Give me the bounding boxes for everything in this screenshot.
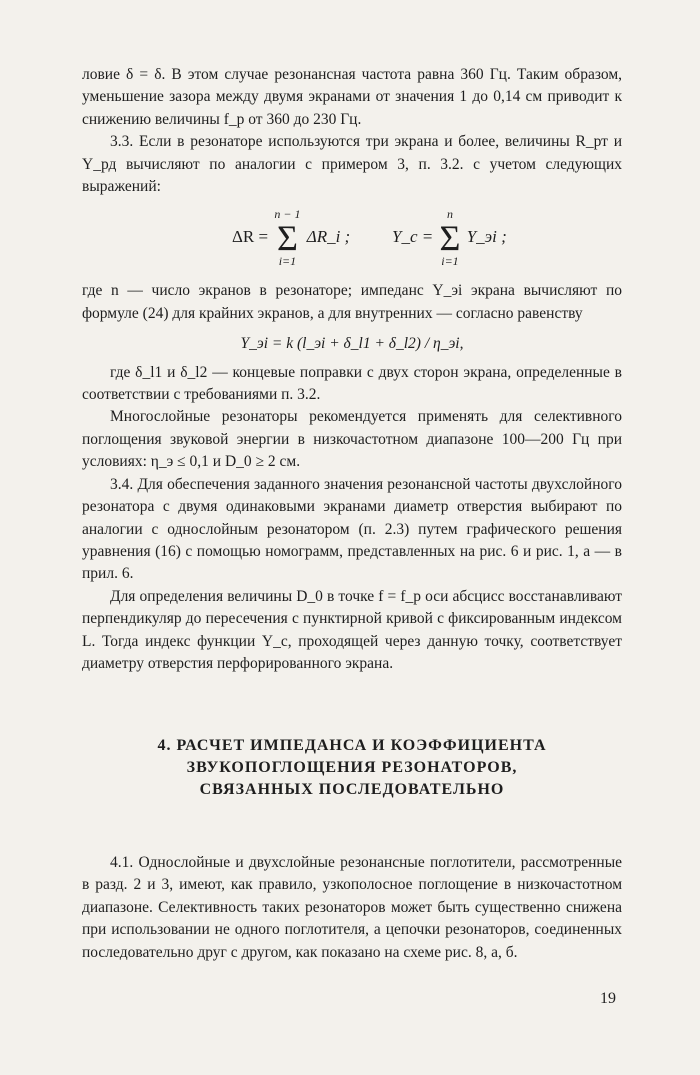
paragraph: где δ_l1 и δ_l2 — концевые поправки с двух сторон экрана, определенные в соответствии с требованиями п. 3.2. (82, 363, 622, 404)
sum-symbol: n − 1 Σ i=1 (274, 207, 301, 269)
formula-term: ΔR_i ; (306, 227, 351, 247)
text-block-top (82, 64, 622, 675)
heading-line: ЗВУКОПОГЛОЩЕНИЯ РЕЗОНАТОРОВ, (186, 759, 518, 776)
paragraph: 3.3. Если в резонаторе используются три экрана и более, величины R_рт и Y_рд вычисляют по аналогии с примером 3, п. 3.2. с учетом следующих выражений: (82, 133, 622, 196)
text-block-bottom (82, 852, 622, 964)
sum-lower-limit: i=1 (441, 254, 459, 269)
formula-lhs: Y_с = (392, 227, 434, 247)
paragraph: 4.1. Однослойные и двухслойные резонансные поглотители, рассмотренные в разд. 2 и 3, имеют, как правило, узкополосное поглощение в низкочастотном диапазоне. Селективность таких резонаторов может быть существенно снижена при использовании не одного поглотителя, а цепочки резонаторов, соединенных последовательно друг с другом, как показано на схеме рис. 8, а, б. (82, 854, 622, 961)
heading-line: 4. РАСЧЕТ ИМПЕДАНСА И КОЭФФИЦИЕНТА (157, 737, 547, 754)
formula-y-ei: Y_эi = k (l_эi + δ_l1 + δ_l2) / η_эi, (240, 335, 464, 353)
paragraph: Многослойные резонаторы рекомендуется применять для селективного поглощения звуковой энергии в низкочастотном диапазоне 100—200 Гц при условиях: η_э ≤ 0,1 и D_0 ≥ 2 см. (82, 408, 622, 471)
paragraph: ловие δ = δ. В этом случае резонансная частота равна 360 Гц. Таким образом, уменьшение зазора между двумя экранами от значения 1 до 0,14 см приводит к снижению величины f_р от 360 до 230 Гц. (82, 66, 622, 128)
sum-symbol: n Σ i=1 (439, 207, 461, 269)
sum-upper-limit: n (446, 207, 453, 222)
formula-term: Y_эi ; (466, 227, 507, 247)
formula-lhs: ΔR = (232, 227, 269, 247)
sum-upper-limit: n − 1 (274, 207, 301, 222)
sum-lower-limit: i=1 (278, 254, 297, 269)
paragraph: где n — число экранов в резонаторе; импеданс Y_эi экрана вычисляют по формуле (24) для крайних экранов, а для внутренних — согласно равенству (82, 282, 622, 322)
page-number: 19 (600, 990, 616, 1007)
paragraph: 3.4. Для обеспечения заданного значения резонансной частоты двухслойного резонатора с двумя одинаковыми экранами диаметр отверстия выбирают по аналогии с однослойным резонатором (п. 2.3) путем графического решения уравнения (16) с помощью номограмм, представленных на рис. 6 и рис. 1, а — в прил. 6. (82, 475, 622, 583)
formula-yc (392, 208, 507, 268)
formula-delta-r (232, 208, 350, 268)
paragraph: Для определения величины D_0 в точке f = f_р оси абсцисс восстанавливают перпендикуляр до пересечения с пунктирной кривой с фиксированным индексом L. Тогда индекс функции Y_с, проходящей через данную точку, соответствует диаметру отверстия перфорированного экрана. (82, 587, 622, 672)
heading-line: СВЯЗАННЫХ ПОСЛЕДОВАТЕЛЬНО (199, 781, 505, 798)
section-heading (82, 735, 622, 801)
formula-sums (82, 198, 622, 280)
